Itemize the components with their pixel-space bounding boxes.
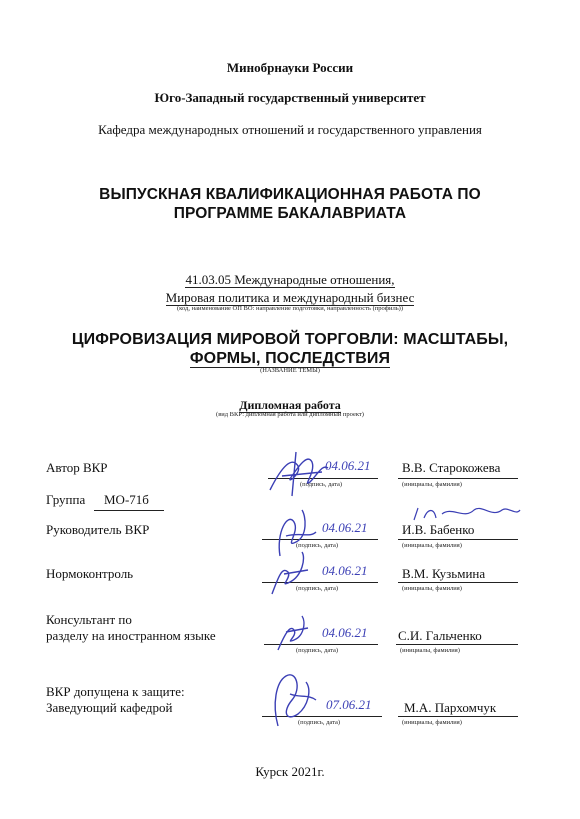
group-label: Группа: [46, 492, 86, 507]
handwritten-initials-scribble: [412, 504, 522, 524]
role-head: Заведующий кафедрой: [46, 700, 173, 715]
topic-line1: ЦИФРОВИЗАЦИЯ МИРОВОЙ ТОРГОВЛИ: МАСШТАБЫ,: [71, 331, 509, 348]
sign-date: 07.06.21: [326, 697, 372, 712]
person-name: В.М. Кузьмина: [402, 566, 486, 581]
name-line: [398, 539, 518, 540]
sign-caption: (подпись, дата): [296, 542, 339, 549]
topic-line2: ФОРМЫ, ПОСЛЕДСТВИЯ: [189, 350, 391, 367]
work-type: Дипломная работа: [239, 398, 341, 412]
role-consultant-line2: разделу на иностранном языке: [46, 628, 216, 643]
name-caption: (инициалы, фамилия): [402, 542, 462, 549]
doc-title-line1: ВЫПУСКНАЯ КВАЛИФИКАЦИОННАЯ РАБОТА ПО: [99, 186, 481, 203]
department: Кафедра международных отношений и государственного управления: [98, 122, 482, 137]
person-name: М.А. Пархомчук: [404, 700, 497, 715]
name-line: [398, 716, 518, 717]
sign-caption: (подпись, дата): [298, 719, 341, 726]
name-caption: (инициалы, фамилия): [402, 481, 462, 488]
program-profile: Мировая политика и международный бизнес: [165, 290, 415, 305]
role-author: Автор ВКР: [46, 460, 108, 475]
sign-date: 04.06.21: [322, 625, 368, 640]
ministry: Минобрнауки России: [226, 60, 354, 75]
doc-title-line2: ПРОГРАММЕ БАКАЛАВРИАТА: [173, 205, 407, 222]
person-name: И.В. Бабенко: [402, 522, 475, 537]
name-line: [398, 582, 518, 583]
signature-scribble: [262, 446, 342, 502]
sign-caption: (подпись, дата): [296, 585, 339, 592]
name-caption: (инициалы, фамилия): [402, 719, 462, 726]
name-line: [396, 644, 518, 645]
university: Юго-Западный государственный университет: [154, 90, 426, 105]
program-caption: (код, наименование ОП ВО: направление подготовки, направленность (профиль)): [177, 305, 403, 312]
program-code: 41.03.05 Международные отношения,: [185, 272, 395, 287]
role-supervisor: Руководитель ВКР: [46, 522, 150, 537]
sign-date: 04.06.21: [325, 458, 371, 473]
sign-caption: (подпись, дата): [300, 481, 343, 488]
group-line: [94, 510, 164, 511]
name-line: [398, 478, 518, 479]
admission-line1: ВКР допущена к защите:: [46, 684, 185, 699]
name-caption: (инициалы, фамилия): [402, 585, 462, 592]
work-type-caption: (вид ВКР: дипломная работа или дипломный проект): [216, 411, 364, 418]
name-caption: (инициалы, фамилия): [400, 647, 460, 654]
sign-caption: (подпись, дата): [296, 647, 339, 654]
city-year: Курск 2021г.: [255, 764, 325, 779]
sign-date: 04.06.21: [322, 563, 368, 578]
person-name: С.И. Гальченко: [398, 628, 482, 643]
role-normcontrol: Нормоконтроль: [46, 566, 134, 581]
sign-date: 04.06.21: [322, 520, 368, 535]
group-value: МО-71б: [104, 492, 149, 507]
signature-scribble: [262, 548, 322, 600]
topic-caption: (НАЗВАНИЕ ТЕМЫ): [260, 367, 320, 374]
role-consultant-line1: Консультант по: [46, 612, 132, 627]
person-name: В.В. Старокожева: [402, 460, 501, 475]
